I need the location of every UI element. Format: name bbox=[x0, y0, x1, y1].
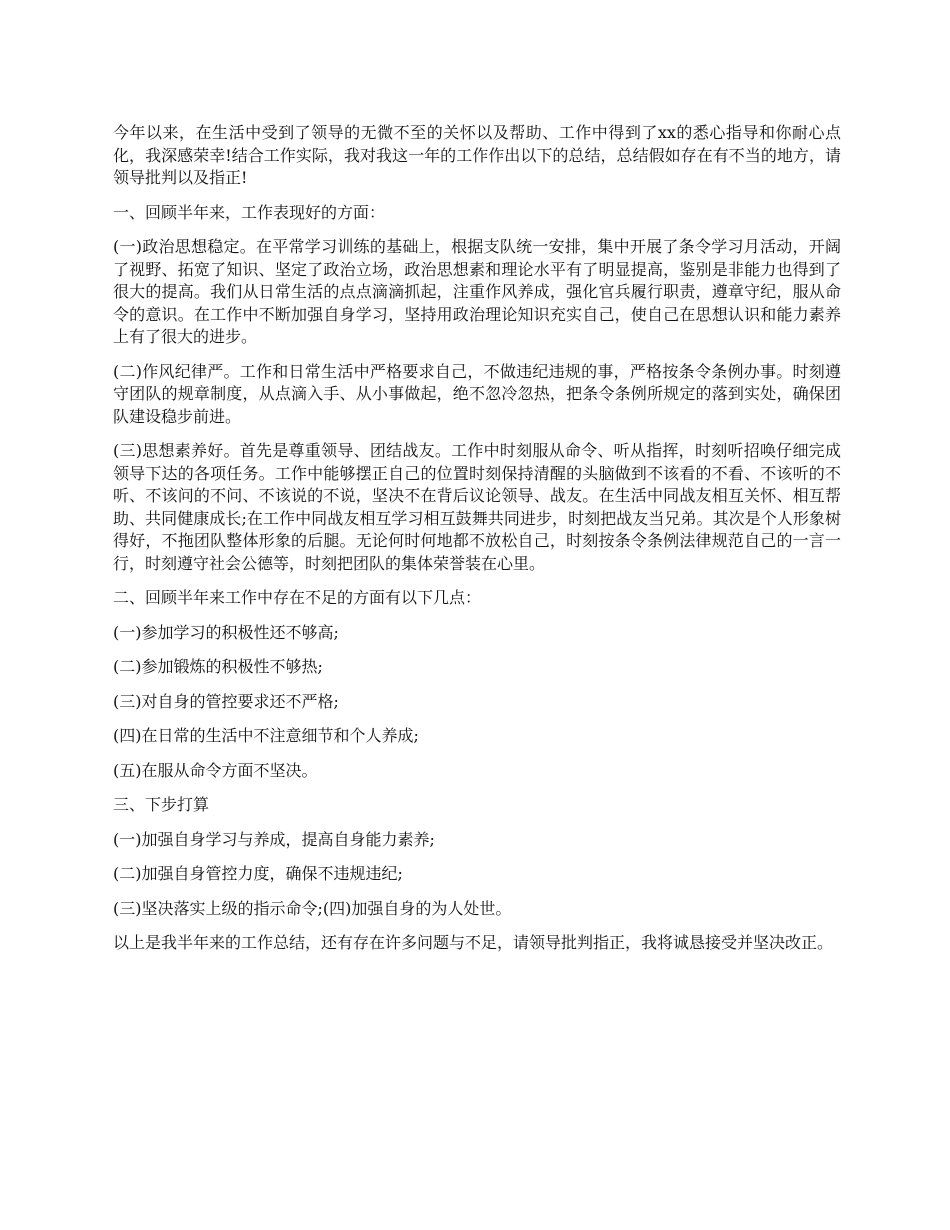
plan-item-1: (一)加强自身学习与养成，提高自身能力素养; bbox=[113, 829, 435, 849]
plan-item-2: (二)加强自身管控力度，确保不违规违纪; bbox=[113, 864, 403, 883]
plan-item-3: (三)坚决落实上级的指示命令;(四)加强自身的为人处世。 bbox=[113, 898, 512, 918]
section-heading-plans: 三、下步打算 bbox=[113, 795, 210, 814]
intro-paragraph: 今年以来，在生活中受到了领导的无微不至的关怀以及帮助、工作中得到了xx的悉心指导和你耐心点化，我深感荣幸!结合工作实际，我对我这一年的工作作出以下的总结，总结假如存在有不当的地方，请领导批判以及指正! bbox=[113, 123, 841, 187]
weakness-item-5: (五)在服从命令方面不坚决。 bbox=[113, 760, 318, 780]
weakness-item-1: (一)参加学习的积极性还不够高; bbox=[113, 622, 339, 642]
strength-item-character: (三)思想素养好。首先是尊重领导、团结战友。工作中时刻服从命令、听从指挥，时刻听招唤仔细完成领导下达的各项任务。工作中能够摆正自己的位置时刻保持清醒的头脑做到不该看的不看、不该听的不听、不该问的不问、不该说的不说，坚决不在背后议论领导、战友。在生活中同战友相互关怀、相互帮助、共同健康成长;在工作中同战友相互学习相互鼓舞共同进步，时刻把战友当兄弟。其次是个人形象树得好，不拖团队整体形象的后腿。无论何时何地都不放松自己，时刻按条令条例法律规范自己的一言一行，时刻遵守社会公德等，时刻把团队的集体荣誉装在心里。 bbox=[113, 441, 841, 573]
strength-item-discipline: (二)作风纪律严。工作和日常生活中严格要求自己，不做违纪违规的事，严格按条令条例办事。时刻遵守团队的规章制度，从点滴入手、从小事做起，绝不忽冷忽热，把条令条例所规定的落到实处，确保团队建设稳步前进。 bbox=[113, 361, 841, 426]
weakness-item-2: (二)参加锻炼的积极性不够热; bbox=[113, 657, 323, 676]
section-heading-weaknesses: 二、回顾半年来工作中存在不足的方面有以下几点： bbox=[113, 588, 482, 607]
section-heading-strengths: 一、回顾半年来，工作表现好的方面： bbox=[113, 202, 386, 222]
strength-item-political: (一)政治思想稳定。在平常学习训练的基础上，根据支队统一安排，集中开展了条令学习月活动，开阔了视野、拓宽了知识、坚定了政治立场，政治思想素和理论水平有了明显提高，鉴别是非能力也得到了很大的提高。我们从日常生活的点点滴滴抓起，注重作风养成，强化官兵履行职责，遵章守纪，服从命令的意识。在工作中不断加强自身学习，坚持用政治理论知识充实自己，使自己在思想认识和能力素养上有了很大的进步。 bbox=[113, 237, 841, 346]
weakness-item-3: (三)对自身的管控要求还不严格; bbox=[113, 691, 339, 711]
weakness-item-4: (四)在日常的生活中不注意细节和个人养成; bbox=[113, 726, 419, 745]
closing-paragraph: 以上是我半年来的工作总结，还有存在许多问题与不足，请领导批判指正，我将诚恳接受并坚决改正。 bbox=[113, 933, 834, 952]
document-page bbox=[113, 122, 841, 967]
